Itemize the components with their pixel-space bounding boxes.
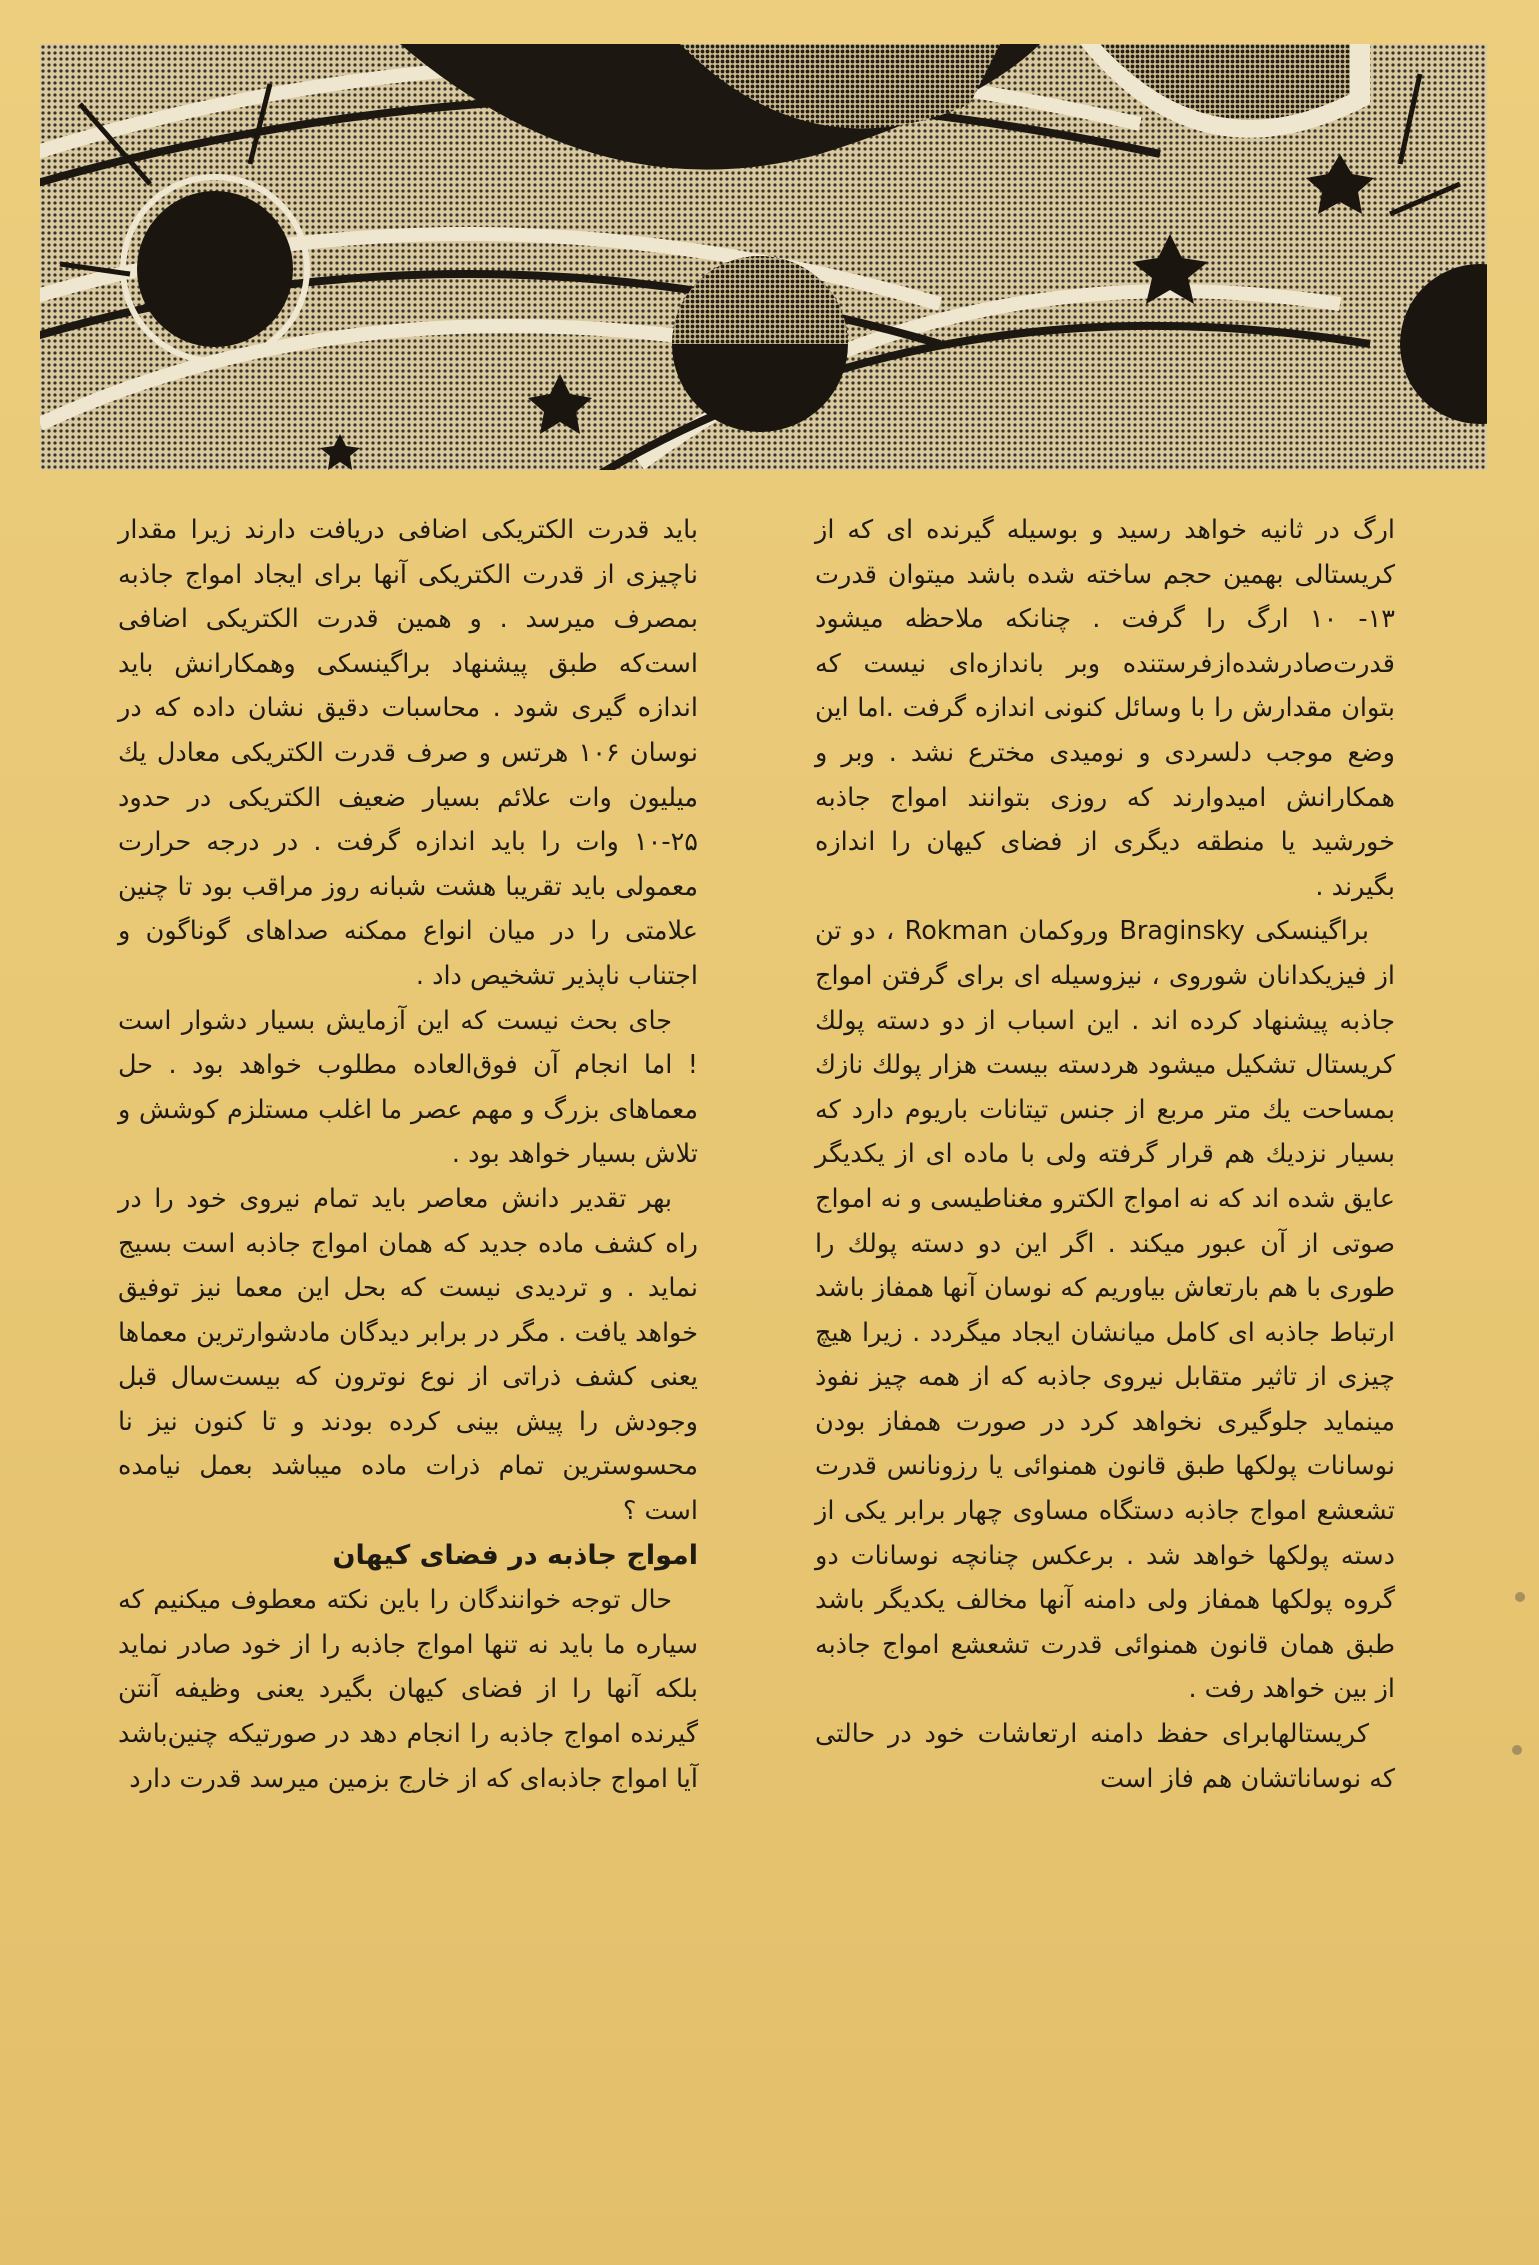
left-paragraph-3: بهر تقدیر دانش معاصر باید تمام نیروی خود را در راه کشف ماده جدید که همان امواج جاذبه است بسیج نماید . و تردیدی نیست که بحل این معما نیز توفیق خواهد یافت . مگر در برابر دیدگان مادشوارترین معماها یعنی کشف ذراتی از نوع نوترون که بیست‌سال قبل وجودش را پیش بینی کرده بودند و تا کنون نیز نا محسوسترین تمام ذرات ماده میباشد بعمل نیامده است ؟	[118, 1183, 698, 1527]
left-paragraph-4: حال توجه خوانندگان را باین نکته معطوف میکنیم که سیاره ما باید نه تنها امواج جاذبه را از خود صادر نماید بلکه آنها را از فضای کیهان بگیرد یعنی وظیفه آنتن گیرنده امواج جاذبه را انجام دهد در صورتیکه چنین‌باشد آیا امواج جاذبه‌ای که از خارج بزمین میرسد قدرت دارد	[118, 1585, 698, 1794]
right-paragraph-3: کریستالهابرای حفظ دامنه ارتعاشات خود در حالتی که نوساناتشان هم فاز است	[815, 1719, 1395, 1794]
right-paragraph-2: براگینسکی Braginsky وروکمان Rokman ، دو تن از فیزیکدانان شوروی ، نیزوسیله ای برای گرفتن امواج جاذبه پیشنهاد کرده اند . این اسباب از دو دسته پولك کریستال تشکیل میشود هردسته بیست هزار پولك نازك بمساحت یك متر مربع از جنس تیتانات باریوم دارد که بسیار نزدیك هم قرار گرفته ولی با ماده ای از یکدیگر عایق شده اند که نه امواج الکترو مغناطیسی و نه امواج صوتی از آن عبور میکند . اگر این دو دسته پولك را طوری با هم بارتعاش بیاوریم که نوسان آنها همفاز باشد ارتباط جاذبه ای کامل میانشان ایجاد میگردد . زیرا هیچ چیزی از تاثیر متقابل نیروی جاذبه که از همه چیز نفوذ مینماید جلوگیری نخواهد کرد در صورت همفاز بودن نوسانات پولکها طبق قانون همنوائی یا رزونانس قدرت تشعشع امواج جاذبه دستگاه مساوی چهار برابر یکی از دسته پولکها خواهد شد . برعکس چنانچه نوسانات دو گروه پولکها همفاز ولی دامنه آنها مخالف یکدیگر باشد طبق همان قانون همنوائی قدرت تشعشع امواج جاذبه از بین خواهد رفت .	[815, 916, 1395, 1705]
space-illustration	[40, 44, 1487, 470]
space-artwork-graphic	[40, 44, 1487, 470]
left-text-column	[118, 508, 698, 1801]
page-edge-mark	[1515, 1592, 1525, 1602]
right-paragraph-1: ارگ در ثانیه خواهد رسید و بوسیله گیرنده ای که از کریستالی بهمین حجم ساخته شده باشد میتوان قدرت ۱۳- ۱۰ ارگ را گرفت . چنانکه ملاحظه میشود قدرت‌صادرشده‌از‌فرستنده وبر باندازه‌ای نیست که بتوان مقدارش را با وسائل کنونی اندازه گرفت .اما این وضع موجب دلسردی و نومیدی مخترع نشد . وبر و همکارانش امیدوارند که روزی بتوانند امواج جاذبه خورشید یا منطقه دیگری از فضای کیهان را اندازه بگیرند .	[815, 515, 1395, 902]
page-edge-mark	[1512, 1745, 1522, 1755]
right-text-column	[815, 508, 1395, 1801]
left-paragraph-2: جای بحث نیست که این آزمایش بسیار دشوار است ! اما انجام آن فوق‌العاده مطلوب خواهد بود . حل معماهای بزرگ و مهم عصر ما اغلب مستلزم کوشش و تلاش بسیار خواهد بود .	[118, 1005, 698, 1170]
left-paragraph-1: باید قدرت الکتریکی اضافی دریافت دارند زیرا مقدار ناچیزی از قدرت الکتریکی آنها برای ایجاد امواج جاذبه بمصرف میرسد . و همین قدرت الکتریکی اضافی است‌که طبق پیشنهاد براگینسکی وهمکارانش باید اندازه گیری شود . محاسبات دقیق نشان داده که در نوسان ۱۰۶ هرتس و صرف قدرت الکتریکی معادل یك میلیون وات علائم بسیار ضعیف الکتریکی در حدود ۲۵-۱۰ وات را باید اندازه گرفت . در درجه حرارت معمولی باید تقریبا هشت شبانه روز مراقب بود تا چنین علامتی را در میان انواع ممکنه صداهای گوناگون و اجتناب ناپذیر تشخیص داد .	[118, 515, 698, 991]
section-heading: امواج جاذبه در فضای کیهان	[332, 1539, 698, 1571]
